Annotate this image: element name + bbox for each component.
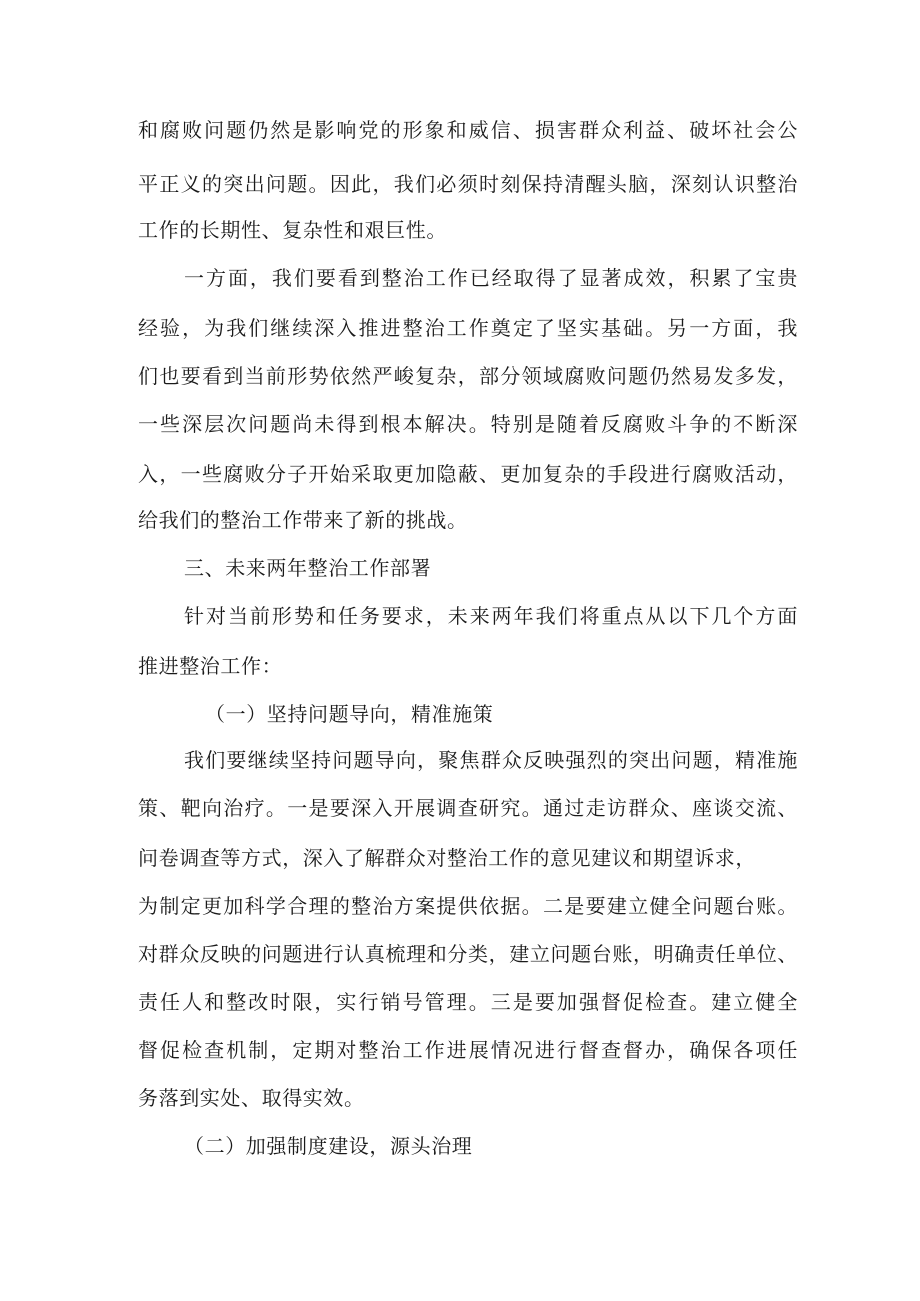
body-text-line: 策、靶向治疗。一是要深入开展调查研究。通过走访群众、座谈交流、 (138, 796, 798, 820)
body-text-line: 推进整治工作： (138, 654, 283, 678)
body-text-line: 督促检查机制，定期对整治工作进展情况进行督查督办，确保各项任 (138, 1038, 798, 1062)
body-text-line: 责任人和整改时限，实行销号管理。三是要加强督促检查。建立健全 (138, 990, 798, 1014)
body-text-line: 给我们的整治工作带来了新的挑战。 (138, 508, 468, 532)
subsection-heading: （一）坚持问题导向，精准施策 (205, 702, 494, 726)
subsection-heading: （二）加强制度建设，源头治理 (184, 1134, 473, 1158)
body-text-line: 为制定更加科学合理的整治方案提供依据。二是要建立健全问题台账。 (138, 894, 798, 918)
body-text-line: 们也要看到当前形势依然严峻复杂，部分领域腐败问题仍然易发多发， (138, 364, 798, 388)
body-text-line: 经验，为我们继续深入推进整治工作奠定了坚实基础。另一方面，我 (138, 316, 798, 340)
body-text-line: 一方面，我们要看到整治工作已经取得了显著成效，积累了宝贵 (184, 266, 798, 290)
body-text-line: 入，一些腐败分子开始采取更加隐蔽、更加复杂的手段进行腐败活动， (138, 462, 798, 486)
body-text-line: 和腐败问题仍然是影响党的形象和威信、损害群众利益、破坏社会公 (138, 118, 798, 142)
body-text-line: 平正义的突出问题。因此，我们必须时刻保持清醒头脑，深刻认识整治 (138, 172, 798, 196)
body-text-line: 对群众反映的问题进行认真梳理和分类，建立问题台账，明确责任单位、 (138, 942, 798, 966)
body-text-line: 我们要继续坚持问题导向，聚焦群众反映强烈的突出问题，精准施 (184, 748, 798, 772)
section-heading: 三、未来两年整治工作部署 (184, 556, 432, 580)
body-text-line: 一些深层次问题尚未得到根本解决。特别是随着反腐败斗争的不断深 (138, 412, 798, 436)
body-text-line: 务落到实处、取得实效。 (138, 1086, 365, 1110)
body-text-line: 工作的长期性、复杂性和艰巨性。 (138, 218, 447, 242)
body-text-line: 问卷调查等方式，深入了解群众对整治工作的意见建议和期望诉求， (138, 846, 756, 870)
body-text-line: 针对当前形势和任务要求，未来两年我们将重点从以下几个方面 (184, 604, 798, 628)
